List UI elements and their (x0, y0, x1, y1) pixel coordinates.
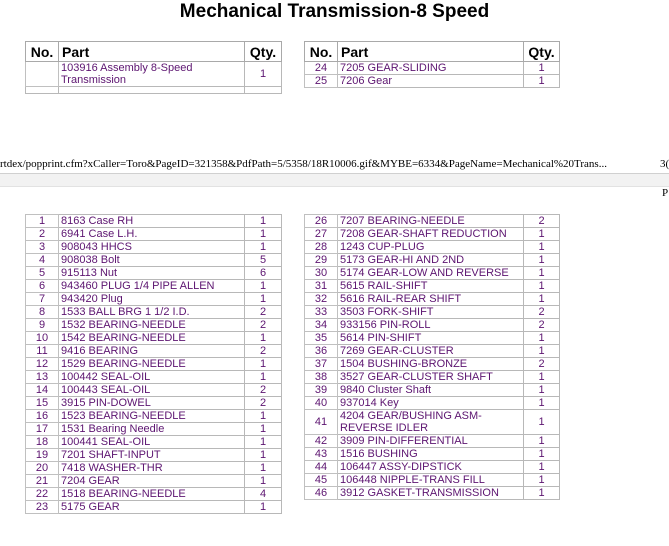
row-qty: 2 (245, 306, 282, 319)
print-url-text: rtdex/popprint.cfm?xCaller=Toro&PageID=321358&PdfPath=5/5358/18R10006.gif&MYBE=6334&PageName=Mechanical%20Trans... (0, 158, 607, 170)
row-qty: 1 (524, 487, 560, 500)
table-row (305, 332, 560, 345)
table-row (305, 410, 560, 435)
row-qty: 1 (524, 241, 560, 254)
row-no: 8 (26, 306, 59, 319)
row-part: 5173 GEAR-HI AND 2ND (338, 254, 524, 267)
table-row (26, 358, 282, 371)
table-row (26, 410, 282, 423)
row-part: 1529 BEARING-NEEDLE (59, 358, 245, 371)
row-part: 5615 RAIL-SHIFT (338, 280, 524, 293)
col-header-no: No. (305, 42, 338, 62)
row-no: 28 (305, 241, 338, 254)
row-no: 6 (26, 280, 59, 293)
row-no: 40 (305, 397, 338, 410)
row-no: 37 (305, 358, 338, 371)
row-part: 7201 SHAFT-INPUT (59, 449, 245, 462)
table-row (26, 423, 282, 436)
row-part: 7208 GEAR-SHAFT REDUCTION (338, 228, 524, 241)
row-qty: 5 (245, 254, 282, 267)
col-header-part: Part (59, 42, 245, 62)
row-qty: 1 (524, 371, 560, 384)
row-qty: 2 (245, 319, 282, 332)
row-part: 1243 CUP-PLUG (338, 241, 524, 254)
table-row (26, 306, 282, 319)
row-qty: 1 (524, 345, 560, 358)
row-no: 3 (26, 241, 59, 254)
row-no: 29 (305, 254, 338, 267)
parts-table-top-right (304, 41, 560, 88)
table-row (305, 306, 560, 319)
row-qty: 1 (524, 293, 560, 306)
row-part: 106447 ASSY-DIPSTICK (338, 461, 524, 474)
row-part: 1533 BALL BRG 1 1/2 I.D. (59, 306, 245, 319)
row-part: 3909 PIN-DIFFERENTIAL (338, 435, 524, 448)
table-row (305, 293, 560, 306)
table-row (26, 332, 282, 345)
row-qty: 1 (245, 280, 282, 293)
row-part: 6941 Case L.H. (59, 228, 245, 241)
row-part: 1531 Bearing Needle (59, 423, 245, 436)
col-header-part: Part (338, 42, 524, 62)
parts-table-left (25, 214, 282, 514)
row-no: 34 (305, 319, 338, 332)
row-no: 10 (26, 332, 59, 345)
row-qty: 1 (245, 410, 282, 423)
row-part: 915113 Nut (59, 267, 245, 280)
row-part: 7269 GEAR-CLUSTER (338, 345, 524, 358)
table-row (26, 462, 282, 475)
row-no: 26 (305, 215, 338, 228)
table-row (26, 228, 282, 241)
row-no: 22 (26, 488, 59, 501)
row-qty: 1 (245, 332, 282, 345)
table-row (305, 371, 560, 384)
table-row (305, 228, 560, 241)
row-part: 3912 GASKET-TRANSMISSION (338, 487, 524, 500)
table-row (305, 241, 560, 254)
row-part: 943420 Plug (59, 293, 245, 306)
row-qty: 1 (245, 215, 282, 228)
row-qty: 2 (524, 358, 560, 371)
row-part: 908038 Bolt (59, 254, 245, 267)
row-qty: 1 (524, 280, 560, 293)
page-title: Mechanical Transmission-8 Speed (179, 1, 490, 22)
table-row (305, 280, 560, 293)
row-qty: 2 (524, 319, 560, 332)
row-no: 16 (26, 410, 59, 423)
row-part: 7207 BEARING-NEEDLE (338, 215, 524, 228)
table-row (305, 384, 560, 397)
row-no: 36 (305, 345, 338, 358)
empty-cell (59, 87, 245, 94)
row-qty: 1 (245, 241, 282, 254)
table-row (26, 345, 282, 358)
row-qty: 4 (245, 488, 282, 501)
row-no: 42 (305, 435, 338, 448)
row-no: 31 (305, 280, 338, 293)
row-qty: 1 (524, 384, 560, 397)
row-qty: 2 (245, 384, 282, 397)
print-page-number: 3( (660, 158, 669, 170)
row-part: 103916 Assembly 8-Speed Transmission (59, 62, 245, 87)
row-part: 7204 GEAR (59, 475, 245, 488)
row-no: 19 (26, 449, 59, 462)
row-part: 7205 GEAR-SLIDING (338, 62, 524, 75)
top-left-body (26, 62, 282, 94)
row-no: 27 (305, 228, 338, 241)
table-row (305, 254, 560, 267)
table-row (305, 487, 560, 500)
table-row (305, 345, 560, 358)
row-qty: 6 (245, 267, 282, 280)
row-qty: 1 (245, 228, 282, 241)
row-part: 937014 Key (338, 397, 524, 410)
row-qty: 1 (524, 461, 560, 474)
table-row (305, 358, 560, 371)
row-no: 5 (26, 267, 59, 280)
row-part: 106448 NIPPLE-TRANS FILL (338, 474, 524, 487)
row-qty: 1 (524, 267, 560, 280)
parts-table-top-left (25, 41, 282, 94)
row-part: 7206 Gear (338, 75, 524, 88)
row-no: 44 (305, 461, 338, 474)
table-row (26, 488, 282, 501)
row-qty: 1 (524, 448, 560, 461)
main-left-body (26, 215, 282, 514)
row-no: 9 (26, 319, 59, 332)
row-no: 11 (26, 345, 59, 358)
row-part: 8163 Case RH (59, 215, 245, 228)
table-row (26, 384, 282, 397)
main-right-body (305, 215, 560, 500)
table-row (26, 397, 282, 410)
col-header-qty: Qty. (524, 42, 560, 62)
row-part: 100442 SEAL-OIL (59, 371, 245, 384)
row-part: 5616 RAIL-REAR SHIFT (338, 293, 524, 306)
row-no: 38 (305, 371, 338, 384)
row-part: 4204 GEAR/BUSHING ASM-REVERSE IDLER (338, 410, 524, 435)
row-part: 5175 GEAR (59, 501, 245, 514)
row-no: 18 (26, 436, 59, 449)
row-no: 25 (305, 75, 338, 88)
table-row (305, 435, 560, 448)
row-no: 4 (26, 254, 59, 267)
table-row (26, 501, 282, 514)
row-part: 3915 PIN-DOWEL (59, 397, 245, 410)
row-qty: 1 (524, 75, 560, 88)
row-part: 1542 BEARING-NEEDLE (59, 332, 245, 345)
row-qty: 1 (245, 436, 282, 449)
row-qty: 1 (524, 332, 560, 345)
row-part: 943460 PLUG 1/4 PIPE ALLEN (59, 280, 245, 293)
row-no: 33 (305, 306, 338, 319)
row-no: 30 (305, 267, 338, 280)
row-part: 100443 SEAL-OIL (59, 384, 245, 397)
table-row-empty (26, 87, 282, 94)
row-part: 908043 HHCS (59, 241, 245, 254)
row-qty: 1 (245, 462, 282, 475)
row-qty: 1 (524, 62, 560, 75)
table-row (305, 62, 560, 75)
table-row (26, 254, 282, 267)
row-part: 3503 FORK-SHIFT (338, 306, 524, 319)
row-qty: 1 (524, 397, 560, 410)
col-header-qty: Qty. (245, 42, 282, 62)
row-qty: 1 (245, 423, 282, 436)
row-qty: 1 (524, 474, 560, 487)
page-break-letter: P (662, 187, 669, 199)
row-no: 39 (305, 384, 338, 397)
row-no: 13 (26, 371, 59, 384)
row-no: 23 (26, 501, 59, 514)
row-no: 35 (305, 332, 338, 345)
table-row (305, 267, 560, 280)
table-row (305, 448, 560, 461)
row-part: 933156 PIN-ROLL (338, 319, 524, 332)
row-part: 5174 GEAR-LOW AND REVERSE (338, 267, 524, 280)
row-no: 15 (26, 397, 59, 410)
row-no: 45 (305, 474, 338, 487)
row-qty: 2 (245, 397, 282, 410)
row-part: 9416 BEARING (59, 345, 245, 358)
table-row (26, 293, 282, 306)
row-qty: 1 (245, 371, 282, 384)
row-no: 41 (305, 410, 338, 435)
row-no: 1 (26, 215, 59, 228)
parts-table-right (304, 214, 560, 500)
table-row (26, 241, 282, 254)
row-no: 2 (26, 228, 59, 241)
row-no: 7 (26, 293, 59, 306)
row-part: 1532 BEARING-NEEDLE (59, 319, 245, 332)
table-row (26, 371, 282, 384)
table-row (305, 474, 560, 487)
row-part: 1518 BEARING-NEEDLE (59, 488, 245, 501)
row-no: 32 (305, 293, 338, 306)
row-qty: 2 (524, 306, 560, 319)
row-qty: 1 (524, 410, 560, 435)
empty-cell (26, 87, 59, 94)
top-right-body (305, 62, 560, 88)
print-url-line (0, 156, 669, 173)
row-no: 46 (305, 487, 338, 500)
row-qty: 2 (245, 345, 282, 358)
row-part: 5614 PIN-SHIFT (338, 332, 524, 345)
row-qty: 1 (524, 254, 560, 267)
row-no: 20 (26, 462, 59, 475)
row-part: 9840 Cluster Shaft (338, 384, 524, 397)
row-qty: 1 (524, 435, 560, 448)
table-row (26, 475, 282, 488)
table-row (26, 267, 282, 280)
row-part: 1523 BEARING-NEEDLE (59, 410, 245, 423)
row-qty: 1 (245, 449, 282, 462)
row-qty: 1 (245, 358, 282, 371)
row-qty: 1 (245, 475, 282, 488)
table-row (305, 397, 560, 410)
table-row (26, 280, 282, 293)
row-qty: 2 (524, 215, 560, 228)
row-no: 24 (305, 62, 338, 75)
row-no: 21 (26, 475, 59, 488)
table-row (305, 461, 560, 474)
row-part: 1516 BUSHING (338, 448, 524, 461)
table-row (26, 215, 282, 228)
row-no: 43 (305, 448, 338, 461)
page-break-bar (0, 173, 669, 187)
table-row (305, 215, 560, 228)
row-no: 14 (26, 384, 59, 397)
empty-cell (245, 87, 282, 94)
table-row (26, 319, 282, 332)
row-qty: 1 (245, 501, 282, 514)
row-part: 1504 BUSHING-BRONZE (338, 358, 524, 371)
row-qty: 1 (245, 62, 282, 87)
table-row (26, 62, 282, 87)
table-row (305, 319, 560, 332)
table-row (305, 75, 560, 88)
row-no (26, 62, 59, 87)
row-qty: 1 (245, 293, 282, 306)
row-part: 100441 SEAL-OIL (59, 436, 245, 449)
table-row (26, 436, 282, 449)
row-part: 7418 WASHER-THR (59, 462, 245, 475)
row-part: 3527 GEAR-CLUSTER SHAFT (338, 371, 524, 384)
row-no: 17 (26, 423, 59, 436)
row-qty: 1 (524, 228, 560, 241)
row-no: 12 (26, 358, 59, 371)
table-row (26, 449, 282, 462)
col-header-no: No. (26, 42, 59, 62)
